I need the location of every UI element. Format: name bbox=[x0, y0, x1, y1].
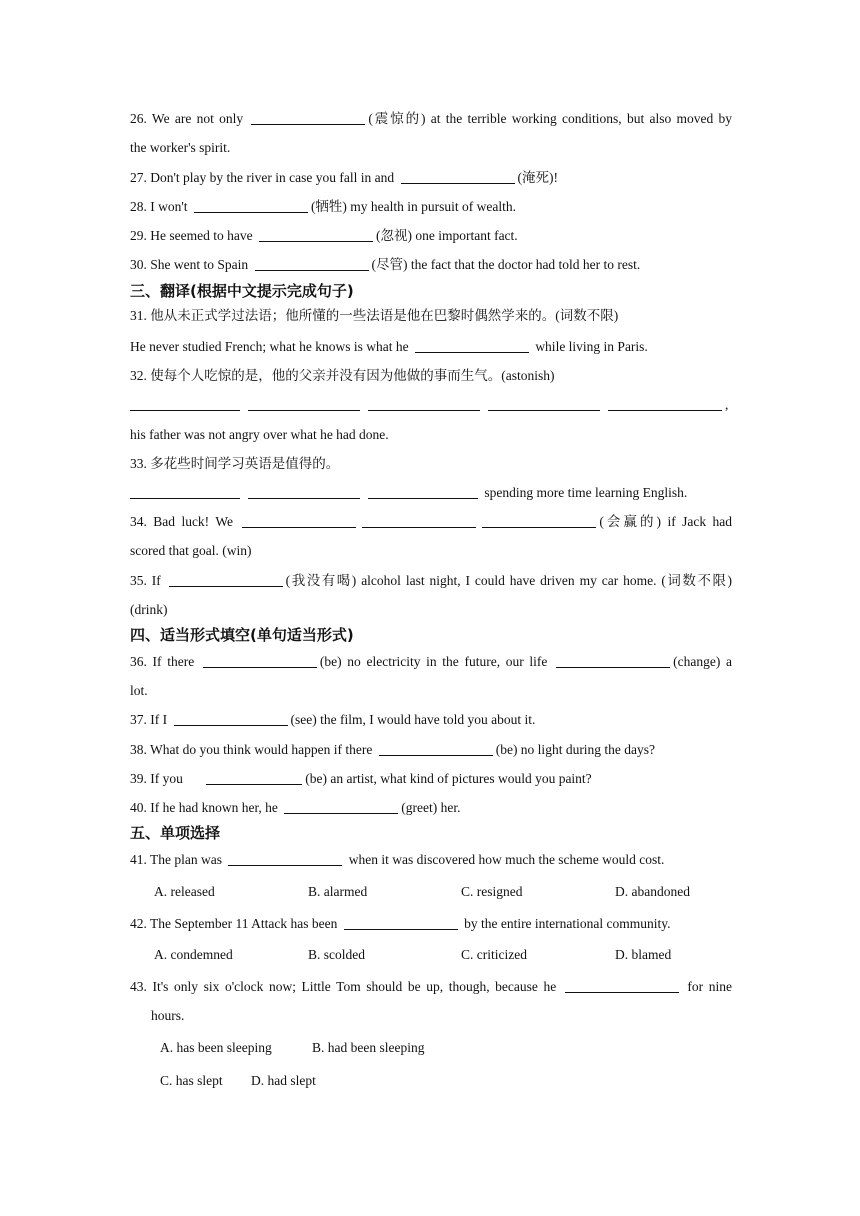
answer-blank[interactable] bbox=[608, 396, 722, 411]
question-text: 40. If he had known her, he bbox=[130, 800, 282, 815]
question-text: 29. He seemed to have bbox=[130, 228, 256, 243]
option-d[interactable]: D. blamed bbox=[615, 947, 672, 962]
question-text: 30. She went to Spain bbox=[130, 257, 252, 272]
question-text: spending more time learning English. bbox=[481, 485, 688, 500]
question-text: (be) no electricity in the future, our life bbox=[319, 654, 554, 669]
answer-blank[interactable] bbox=[415, 338, 529, 353]
section-heading-fill-form: 四、适当形式填空(单句适当形式) bbox=[130, 626, 354, 644]
option-c[interactable]: C. criticized bbox=[461, 947, 527, 962]
question-text: 28. I won't bbox=[130, 199, 191, 214]
question-36-cont: lot. bbox=[130, 683, 148, 698]
section-heading-multiple-choice: 五、单项选择 bbox=[130, 824, 221, 842]
section-heading-translation: 三、翻译(根据中文提示完成句子) bbox=[130, 282, 354, 300]
question-38 bbox=[130, 740, 655, 760]
question-26 bbox=[130, 109, 732, 129]
question-32-prompt: 32. 使每个人吃惊的是，他的父亲并没有因为他做的事而生气。(astonish) bbox=[130, 368, 555, 383]
answer-blank[interactable] bbox=[368, 396, 480, 411]
question-32-blanks bbox=[127, 395, 728, 415]
answer-blank[interactable] bbox=[556, 653, 670, 668]
question-29 bbox=[130, 226, 518, 246]
question-text: (震惊的) at the terrible working conditions, but also moved by bbox=[368, 111, 733, 126]
question-34 bbox=[130, 512, 732, 532]
question-33 bbox=[127, 483, 687, 503]
question-31-prompt: 31. 他从未正式学过法语；他所懂的一些法语是他在巴黎时偶然学来的。(词数不限) bbox=[130, 308, 619, 323]
question-39 bbox=[130, 769, 592, 789]
question-31 bbox=[130, 337, 648, 357]
question-text: (尽管) the fact that the doctor had told her to rest. bbox=[371, 257, 641, 272]
option-d[interactable]: D. had slept bbox=[251, 1073, 316, 1088]
answer-blank[interactable] bbox=[169, 572, 283, 587]
question-41 bbox=[130, 850, 664, 870]
option-a[interactable]: A. has been sleeping bbox=[160, 1040, 272, 1055]
question-35-cont: (drink) bbox=[130, 602, 168, 617]
question-34-cont: scored that goal. (win) bbox=[130, 543, 252, 558]
question-text: (我没有喝) alcohol last night, I could have driven my car home. (词数不限) bbox=[285, 573, 732, 588]
answer-blank[interactable] bbox=[206, 770, 302, 785]
question-text: (会赢的) if Jack had bbox=[599, 514, 732, 529]
question-37 bbox=[130, 710, 535, 730]
comma: , bbox=[725, 397, 729, 412]
question-43-cont: hours. bbox=[151, 1008, 185, 1023]
answer-blank[interactable] bbox=[194, 198, 308, 213]
question-text: for nine bbox=[681, 979, 733, 994]
option-b[interactable]: B. alarmed bbox=[308, 884, 368, 899]
answer-blank[interactable] bbox=[130, 484, 240, 499]
question-text: (change) a bbox=[673, 654, 732, 669]
option-b[interactable]: B. had been sleeping bbox=[312, 1040, 425, 1055]
question-text: 39. If you bbox=[130, 771, 187, 786]
answer-blank[interactable] bbox=[259, 227, 373, 242]
question-35 bbox=[130, 571, 732, 591]
question-text: 43. It's only six o'clock now; Little Tom should be up, though, because he bbox=[130, 979, 562, 994]
question-33-prompt: 33. 多花些时间学习英语是值得的。 bbox=[130, 456, 340, 471]
question-text: 36. If there bbox=[130, 654, 200, 669]
question-27 bbox=[130, 168, 558, 188]
question-text: He never studied French; what he knows is what he bbox=[130, 339, 412, 354]
question-36 bbox=[130, 652, 732, 672]
answer-blank[interactable] bbox=[130, 396, 240, 411]
answer-blank[interactable] bbox=[248, 484, 360, 499]
option-a[interactable]: A. released bbox=[154, 884, 215, 899]
question-42 bbox=[130, 914, 671, 934]
question-text: 35. If bbox=[130, 573, 166, 588]
question-text: by the entire international community. bbox=[460, 916, 671, 931]
answer-blank[interactable] bbox=[362, 513, 476, 528]
question-text: (牺牲) my health in pursuit of wealth. bbox=[310, 199, 517, 214]
answer-blank[interactable] bbox=[255, 256, 369, 271]
question-text: 38. What do you think would happen if there bbox=[130, 742, 376, 757]
answer-blank[interactable] bbox=[174, 711, 288, 726]
question-text: 41. The plan was bbox=[130, 852, 226, 867]
answer-blank[interactable] bbox=[368, 484, 478, 499]
answer-blank[interactable] bbox=[248, 396, 360, 411]
question-text: (be) an artist, what kind of pictures would you paint? bbox=[305, 771, 592, 786]
answer-blank[interactable] bbox=[482, 513, 596, 528]
question-text: (淹死)! bbox=[517, 170, 558, 185]
question-text: while living in Paris. bbox=[531, 339, 648, 354]
answer-blank[interactable] bbox=[242, 513, 356, 528]
option-d[interactable]: D. abandoned bbox=[615, 884, 690, 899]
answer-blank[interactable] bbox=[203, 653, 317, 668]
answer-blank[interactable] bbox=[344, 915, 458, 930]
answer-blank[interactable] bbox=[251, 110, 365, 125]
question-text: (忽视) one important fact. bbox=[375, 228, 518, 243]
option-b[interactable]: B. scolded bbox=[308, 947, 365, 962]
option-c[interactable]: C. has slept bbox=[160, 1073, 223, 1088]
question-30 bbox=[130, 255, 640, 275]
option-a[interactable]: A. condemned bbox=[154, 947, 233, 962]
answer-blank[interactable] bbox=[565, 978, 679, 993]
question-text: 27. Don't play by the river in case you fall in and bbox=[130, 170, 398, 185]
option-c[interactable]: C. resigned bbox=[461, 884, 523, 899]
answer-blank[interactable] bbox=[488, 396, 600, 411]
question-28 bbox=[130, 197, 516, 217]
answer-blank[interactable] bbox=[401, 169, 515, 184]
question-text: 42. The September 11 Attack has been bbox=[130, 916, 341, 931]
answer-blank[interactable] bbox=[284, 799, 398, 814]
question-text: (be) no light during the days? bbox=[495, 742, 656, 757]
question-text: 34. Bad luck! We bbox=[130, 514, 240, 529]
question-text: when it was discovered how much the scheme would cost. bbox=[345, 852, 665, 867]
question-text: 26. We are not only bbox=[130, 111, 249, 126]
question-text: 37. If I bbox=[130, 712, 171, 727]
question-43 bbox=[130, 977, 732, 997]
answer-blank[interactable] bbox=[228, 851, 342, 866]
question-text: (greet) her. bbox=[401, 800, 461, 815]
question-32-cont: his father was not angry over what he had done. bbox=[130, 427, 389, 442]
question-text: (see) the film, I would have told you about it. bbox=[290, 712, 536, 727]
question-26-cont: the worker's spirit. bbox=[130, 140, 231, 155]
answer-blank[interactable] bbox=[379, 741, 493, 756]
question-40 bbox=[130, 798, 461, 818]
